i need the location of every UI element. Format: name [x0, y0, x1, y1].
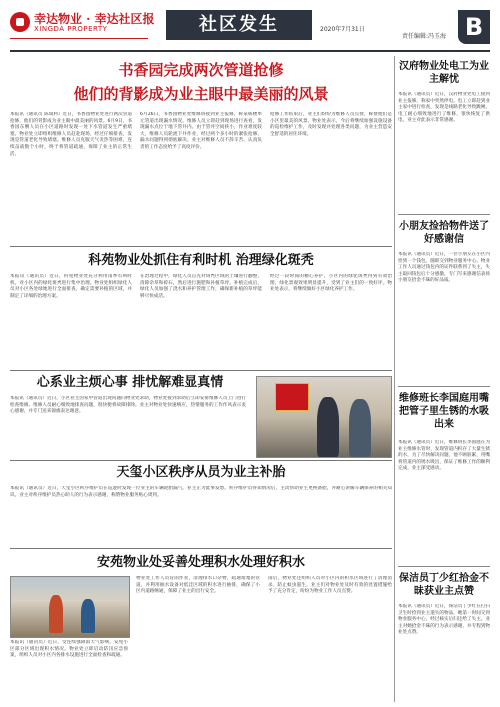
editor-credit: 责任编辑:冯玉海 [402, 33, 447, 40]
sidebar [398, 56, 490, 702]
lead-headline: 书香园完成两次管道抢修 [118, 61, 284, 79]
page-letter: B [458, 10, 490, 44]
pennant-image [275, 383, 309, 411]
article-column: 本报讯（通讯员）近日，受连续强降雨天气影响，安苑小区部分区域出现积水情况。物业处立即启动防汛应急预案，组织人员对小区内各排水设施进行全面检查和疏通。 [10, 640, 128, 659]
sidebar-body: 本报讯（通讯员）近日，维修班长李国庭在为业主维修水管时，发现管道内积存了大量生锈的水，为了尽快解决问题，他不顾脏累，用嘴将管道内的锈水吸出，保证了维修工作的顺利完成，业主深受感动。 [398, 440, 490, 472]
column-divider [394, 56, 395, 702]
lead-column-1: 本报讯（通讯员 陈瑞利）近日，书香园物业处进行两次管道抢修，他们的背影成为业主眼中最美丽的风景。6月9日，书香园东侧人员在小区道路时发现一处下水管道发生严重堵塞，物业处立即组织维修人员赶赴现场，经过仔细排查，发现是管道老化导致堵塞。维修人员克服天气炎热等困难，连续奋战数个小时，终于将管道疏通，保障了业主的正常生活。 [10, 112, 132, 157]
lead-subheadline: 他们的背影成为业主眼中最美丽的风景 [73, 85, 329, 103]
article-column: 雨后，物业处还组织人员对小区内的积水区域进行了清理消杀，防止蚊虫滋生。业主们对物业处及时有效的处置措施给予了充分肯定，纷纷为物业工作人员点赞。 [268, 576, 392, 595]
divider [398, 386, 490, 387]
logo-subtitle: XINGDA PROPERTY [34, 25, 108, 33]
person-figure [317, 397, 339, 457]
divider [10, 548, 392, 549]
sidebar-headline: 保洁员丁少红拾金不昧获业主点赞 [399, 573, 489, 597]
article-column: 经过一段时间的精心养护，小区内的绿化斑秃得到有效治理，绿化景观效果明显提升，受到了业主们的一致好评。物业处表示，将继续做好小区绿化养护工作。 [270, 274, 392, 293]
article-headline: 天玺小区秩序从员为业主补胎 [116, 465, 286, 480]
newspaper-logo [10, 10, 155, 40]
article-headline: 科苑物业处抓住有利时机 治理绿化斑秃 [88, 253, 314, 268]
article-body: 本报讯（通讯员）近日，小区业主因家中管道出现问题向物业处求助，物业处接到求助后立即安排维修人员上门进行检查维修。维修人员耐心细致地排查问题，很快便将故障排除。业主对物业处快速响应、热情服务的工作作风表示衷心感谢，并专门送来锦旗表达谢意。 [10, 396, 246, 415]
lead-column-3: 抢修工作结束后，业主们纷纷为维修人员点赞，称赞他们是小区里最美的风景。物业处表示，今后将继续加强设施设备的巡检维护工作，及时发现并处理各类问题，为业主营造安全舒适的居住环境。 [270, 112, 392, 137]
sidebar-headline: 小朋友捡拾物件送了好感谢信 [399, 221, 489, 245]
award-photo [256, 376, 392, 458]
person-figure [349, 399, 371, 457]
article-column: 物业处工作人员冒雨作业，清理排水口杂物，疏通堵塞的管道，并利用抽水设备对低洼区域的积水进行抽排，确保了小区内道路畅通，保障了业主的出行安全。 [136, 576, 260, 595]
sidebar-body: 本报讯（通讯员）近日，保洁员丁少红在打扫卫生时捡到业主遗失的物品，她第一时间交到物业服务中心，经过核实后归还给了失主。业主对她拾金不昧的行为表示感谢，并专程到物业处点赞。 [398, 604, 490, 636]
logo-title: 幸达物业 · 幸达社区报 [34, 12, 155, 26]
lead-column-2: 6月26日，书香园物业处维修班接到业主报修，称某栋楼单元管道出现漏水情况。维修人员立即赶到现场进行查看，发现漏水点位于地下管井内。由于管井空间狭小，作业难度较大，维修人员轮流下井作业，经过两个多小时的紧张抢修，漏水问题得到彻底解决。业主对维修人员不辞辛苦、认真负责的工作态度给予了高度评价。 [140, 112, 262, 150]
section-title: 社区发生 [166, 10, 312, 40]
divider [398, 214, 490, 215]
issue-date: 2020年7月31日 [320, 26, 365, 33]
header-divider [10, 50, 490, 52]
divider [10, 460, 392, 461]
article-column: 在治理过程中，绿化人员首先对斑秃区域的土壤进行翻整，清除杂草和碎石，然后进行施肥和补植草坪。补植完成后，绿化人员加强了浇水和养护管理工作，确保新补植的草坪能够尽快成活。 [140, 274, 262, 299]
logo-icon [10, 12, 30, 32]
flood-photo [10, 576, 130, 638]
worker-figure [49, 595, 63, 633]
article-body: 本报讯（通讯员）近日，天玺小区秩序维护员在巡逻时发现一位业主的车辆轮胎漏气，业主正为此事发愁。秩序维护员得知情况后，主动帮助业主更换备胎，并耐心讲解车辆保养的相关知识。业主对秩序维护员热心助人的行为表示感谢，称赞物业服务贴心周到。 [10, 486, 392, 498]
divider [10, 246, 392, 247]
sidebar-headline: 维修班长李国庭用嘴把管子里生锈的水吸出来 [399, 393, 489, 430]
sidebar-headline: 汉府物业处电工为业主解忧 [399, 61, 489, 85]
logo-underline [10, 38, 148, 39]
divider [10, 370, 392, 371]
sidebar-body: 本报讯（通讯员）近日，汉府物业处电工接到业主报修，称家中突然停电。电工立即赶到业主家中进行检查，发现是线路老化导致跳闸。电工耐心细致地进行了维修，很快恢复了供电，业主对此表示非常感谢。 [398, 92, 490, 124]
article-column: 本报讯（通讯员）近日，科苑物业处充分利用雨季有利时机，对小区内的绿化斑秃进行集中治理。物业处组织绿化人员对小区各处绿地进行全面排查，确定需要补植的区域，并制定了详细的治理方案。 [10, 274, 132, 299]
article-headline: 安苑物业处妥善处理积水处理好积水 [96, 555, 305, 570]
divider [398, 566, 490, 567]
worker-figure [81, 599, 95, 633]
sidebar-body: 本报讯（通讯员）近日，一位小朋友在小区内捡到一个钱包，随即交到物业服务中心。物业工作人员通过钱包内的证件联系到了失主，失主取回钱包后十分感激，专门写来感谢信表扬小朋友拾金不昧的好品质。 [398, 252, 490, 284]
article-headline: 心系业主烦心事 排忧解难显真情 [36, 375, 224, 390]
page-header [0, 0, 500, 50]
main-column [10, 56, 392, 702]
